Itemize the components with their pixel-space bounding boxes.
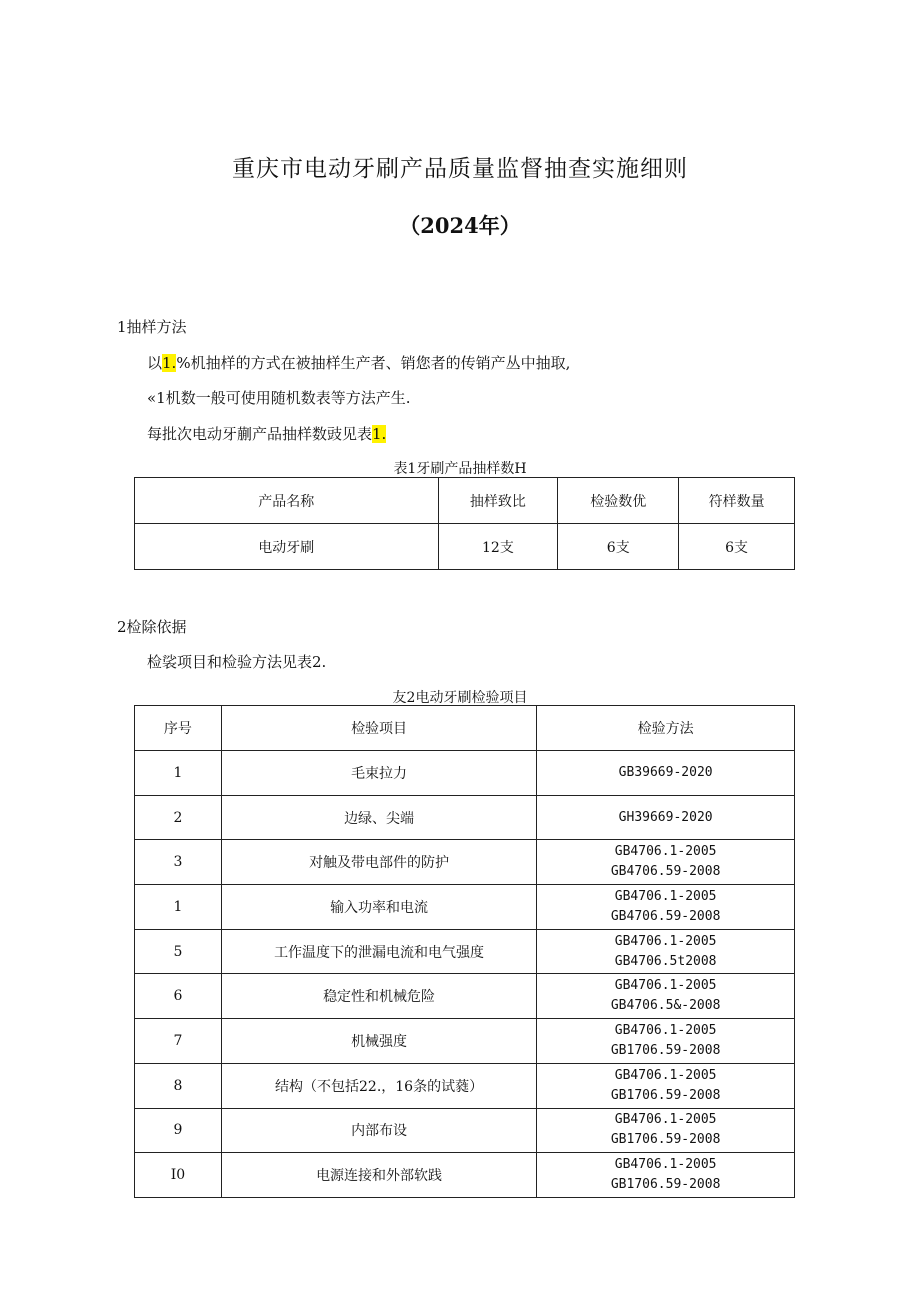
- method-standard: GB4706.1-2005: [614, 978, 717, 994]
- table-row: [135, 885, 795, 930]
- table-row: [135, 1153, 795, 1198]
- method-standard: GB4706.59-2008: [610, 908, 721, 924]
- row-number: 1: [135, 885, 222, 930]
- table-cell: 6支: [558, 524, 679, 570]
- highlight-mark: 1.: [372, 425, 387, 443]
- highlight-mark: 1.: [162, 354, 177, 372]
- header-cell: 检验数优: [558, 478, 679, 524]
- header-cell: 抽样致比: [438, 478, 558, 524]
- method-standard: GB4706.1-2005: [614, 1022, 717, 1038]
- line3-text: 每批次电动牙蒯产品抽样数豉见表: [147, 425, 373, 443]
- inspection-item: 毛束拉力: [221, 751, 536, 796]
- inspection-table: [134, 705, 795, 1198]
- table-row: [135, 524, 795, 570]
- row-number: 9: [135, 1108, 222, 1153]
- inspection-item: 机械强度: [221, 1019, 536, 1064]
- line1-prefix: 以: [147, 354, 163, 372]
- table-header-row: [135, 706, 795, 751]
- header-cell: 产品名称: [135, 478, 439, 524]
- table1-caption: 表1牙刷产品抽样数H: [393, 461, 527, 477]
- table-cell: 12支: [438, 524, 558, 570]
- inspection-item: 电源连接和外部软践: [221, 1153, 536, 1198]
- inspection-item: 结构（不包括22.，16条的试蕤）: [221, 1063, 536, 1108]
- method-standard: GB4706.1-2005: [614, 1112, 717, 1128]
- row-number: 2: [135, 795, 222, 840]
- table-row: [135, 1063, 795, 1108]
- method-standard: GB4706.1-2005: [614, 933, 717, 949]
- document-year: （2024年）: [399, 213, 521, 238]
- table2-caption: 友2电动牙刷检验项目: [392, 690, 528, 706]
- header-cell: 检验项目: [221, 706, 536, 751]
- table-row: [135, 1108, 795, 1153]
- header-cell: 序号: [135, 706, 222, 751]
- method-standard: GB4706.1-2005: [614, 888, 717, 904]
- section1-heading: 1抽样方法: [117, 318, 187, 336]
- method-standard: GB4706.5t2008: [614, 953, 717, 969]
- inspection-item: 稳定性和机械危险: [221, 974, 536, 1019]
- method-standard: GB4706.5&-2008: [610, 998, 721, 1014]
- line1-text: %机抽样的方式在被抽样生产者、销您者的传销产丛中抽取,: [176, 354, 571, 372]
- method-standard: GB4706.1-2005: [614, 844, 717, 860]
- table-row: [135, 840, 795, 885]
- sampling-table: [134, 477, 795, 570]
- method-standard: GB1706.59-2008: [610, 1087, 721, 1103]
- method-standard: GB39669-2020: [618, 764, 713, 780]
- section1-line1: [147, 352, 570, 373]
- inspection-method: [537, 1063, 795, 1108]
- row-number: 6: [135, 974, 222, 1019]
- row-number: 3: [135, 840, 222, 885]
- table-cell: 6支: [679, 524, 795, 570]
- document-title: 重庆市电动牙刷产品质量监督抽查实施细则: [232, 156, 688, 182]
- inspection-method: [537, 885, 795, 930]
- inspection-item: 对触及带电部件的防护: [221, 840, 536, 885]
- inspection-method: [537, 840, 795, 885]
- inspection-item: 边绿、尖端: [221, 795, 536, 840]
- inspection-method: [537, 1019, 795, 1064]
- inspection-method: [537, 795, 795, 840]
- inspection-item: 工作温度下的泄漏电流和电气强度: [221, 929, 536, 974]
- inspection-method: [537, 1153, 795, 1198]
- row-number: 1: [135, 751, 222, 796]
- table-row: [135, 1019, 795, 1064]
- method-standard: GB1706.59-2008: [610, 1132, 721, 1148]
- section1-line2: «1机数一般可使用随机数表等方法产生.: [147, 389, 411, 407]
- row-number: 7: [135, 1019, 222, 1064]
- header-cell: 符样数量: [679, 478, 795, 524]
- method-standard: GB1706.59-2008: [610, 1177, 721, 1193]
- table-row: [135, 751, 795, 796]
- method-standard: GB4706.1-2005: [614, 1067, 717, 1083]
- row-number: I0: [135, 1153, 222, 1198]
- inspection-item: 内部布设: [221, 1108, 536, 1153]
- row-number: 8: [135, 1063, 222, 1108]
- inspection-method: [537, 929, 795, 974]
- section2-heading: 2检除依据: [117, 618, 187, 636]
- method-standard: GH39669-2020: [618, 809, 713, 825]
- inspection-method: [537, 1108, 795, 1153]
- section2-line1: 检裟项目和检验方法见表2.: [147, 653, 327, 671]
- table-row: [135, 929, 795, 974]
- method-standard: GB4706.59-2008: [610, 864, 721, 880]
- inspection-method: [537, 751, 795, 796]
- header-cell: 检验方法: [537, 706, 795, 751]
- section1-line3: [147, 423, 386, 444]
- table-cell: 电动牙刷: [135, 524, 439, 570]
- method-standard: GB4706.1-2005: [614, 1157, 717, 1173]
- method-standard: GB1706.59-2008: [610, 1042, 721, 1058]
- inspection-item: 输入功率和电流: [221, 885, 536, 930]
- table-row: [135, 974, 795, 1019]
- table-row: [135, 795, 795, 840]
- inspection-method: [537, 974, 795, 1019]
- row-number: 5: [135, 929, 222, 974]
- table-header-row: [135, 478, 795, 524]
